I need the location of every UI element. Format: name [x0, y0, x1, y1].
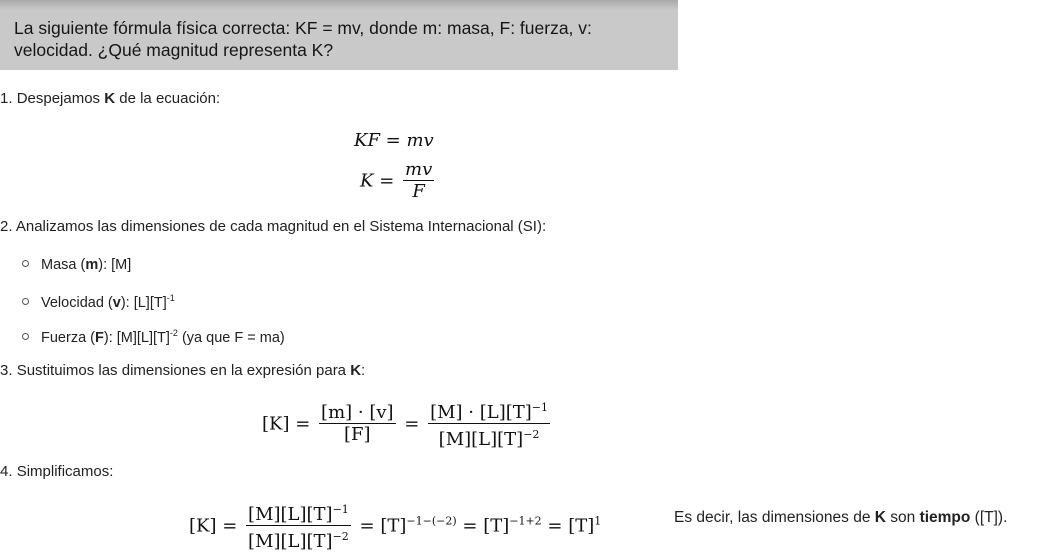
step-number: 2. — [0, 218, 13, 235]
bullet-exponent: -1 — [166, 293, 175, 303]
eq-lhs: [K] — [262, 413, 290, 435]
conclusion-part: Es decir, las dimensiones de — [674, 509, 875, 526]
fraction-numerator: [M][L][T] — [248, 504, 333, 525]
bullet-circle-icon — [22, 260, 29, 267]
equation-kf-mv: KF = mv — [354, 130, 434, 151]
bullet-circle-icon — [22, 298, 29, 305]
fraction — [319, 403, 396, 446]
step-bold: K — [104, 90, 116, 107]
step-bold: K — [350, 362, 362, 379]
conclusion-text — [674, 509, 1007, 527]
question-line-2: velocidad. ¿Qué magnitud representa K? — [14, 40, 334, 60]
bullet-fuerza — [22, 328, 285, 346]
step-text: Sustituimos las dimensiones en la expresión para — [16, 362, 351, 379]
conclusion-part: son — [885, 509, 920, 526]
fraction-denominator: [M][L][T] — [438, 429, 524, 450]
step-4 — [0, 463, 113, 480]
step-text: : — [361, 362, 366, 379]
eq-term: [T] — [380, 515, 407, 537]
exponent: −1+2 — [509, 514, 542, 528]
bullet-velocidad — [22, 293, 175, 311]
eq-term: [T] — [483, 515, 510, 537]
conclusion-answer: tiempo — [919, 509, 971, 526]
exponent: −1 — [531, 401, 549, 414]
bullet-masa — [22, 257, 131, 273]
exponent: −2 — [332, 530, 349, 543]
bullet-dims: ): [M] — [98, 257, 132, 273]
step-text: Analizamos las dimensiones de cada magnitud en el Sistema Internacional (SI): — [15, 218, 547, 235]
step-1 — [0, 90, 220, 107]
fraction — [403, 160, 434, 203]
bullet-dims: ): [L][T] — [120, 294, 167, 311]
bullet-label: Fuerza ( — [41, 329, 95, 346]
bullet-label: Velocidad ( — [41, 294, 113, 311]
eq-lhs: K — [360, 170, 374, 192]
step-number: 4. — [0, 463, 13, 480]
fraction — [428, 398, 550, 451]
step-3 — [0, 362, 365, 379]
bullet-symbol: v — [112, 294, 121, 311]
exponent: 1 — [594, 514, 602, 528]
question-banner — [0, 0, 678, 70]
eq-rhs: mv — [406, 130, 434, 151]
conclusion-k: K — [874, 509, 886, 526]
bullet-symbol: m — [85, 257, 99, 273]
equation-k-solved: K = $\frac{mv}{F}$ — [360, 159, 433, 202]
step-number: 3. — [0, 362, 13, 379]
conclusion-part: ([T]). — [970, 509, 1008, 526]
eq-lhs: [K] — [189, 515, 217, 537]
fraction-denominator: [F] — [344, 424, 371, 445]
step-text: Simplificamos: — [16, 463, 114, 480]
fraction-numerator: mv — [405, 159, 433, 180]
bullet-circle-icon — [22, 333, 29, 340]
eq-term: [T] — [568, 515, 595, 537]
eq-lhs: KF — [354, 130, 380, 151]
exponent: −1−(−2) — [406, 514, 457, 528]
step-text: Despejamos — [16, 90, 105, 107]
fraction-numerator: [M] · [L][T] — [430, 402, 532, 423]
fraction — [246, 500, 351, 553]
step-number: 1. — [0, 90, 13, 107]
exponent: −1 — [332, 503, 349, 516]
step-text: de la ecuación: — [115, 90, 221, 107]
bullet-note: (ya que F = ma) — [177, 329, 285, 346]
fraction-denominator: [M][L][T] — [248, 531, 333, 552]
step-2 — [0, 218, 546, 235]
fraction-denominator: F — [412, 181, 425, 202]
bullet-label: Masa ( — [41, 257, 86, 273]
question-line-1: La siguiente fórmula física correcta: KF = mv, donde m: masa, F: fuerza, v: — [14, 18, 592, 38]
question-text — [14, 17, 674, 61]
bullet-symbol: F — [95, 329, 104, 346]
fraction-numerator: [m] · [v] — [321, 402, 394, 423]
exponent: −2 — [523, 428, 540, 441]
equation-dimensions-k: [K] = $\frac{[m] \cdot [v]}{[F]}$ = $\frac{[M] \cdot [L][T]^{-1}}{[M][L][T]^{-2}}$ — [262, 398, 553, 451]
bullet-dims: ): [M][L][T] — [103, 329, 170, 346]
equation-simplification: [K] = $\frac{[M][L][T]^{-1}}{[M][L][T]^{-2}}$ = $[T]^{-1-(-2)} = [T]^{-1+2} = [T]^1$ — [189, 500, 601, 553]
bullet-exponent: -2 — [169, 328, 178, 338]
cropped-header-strip — [0, 0, 678, 10]
